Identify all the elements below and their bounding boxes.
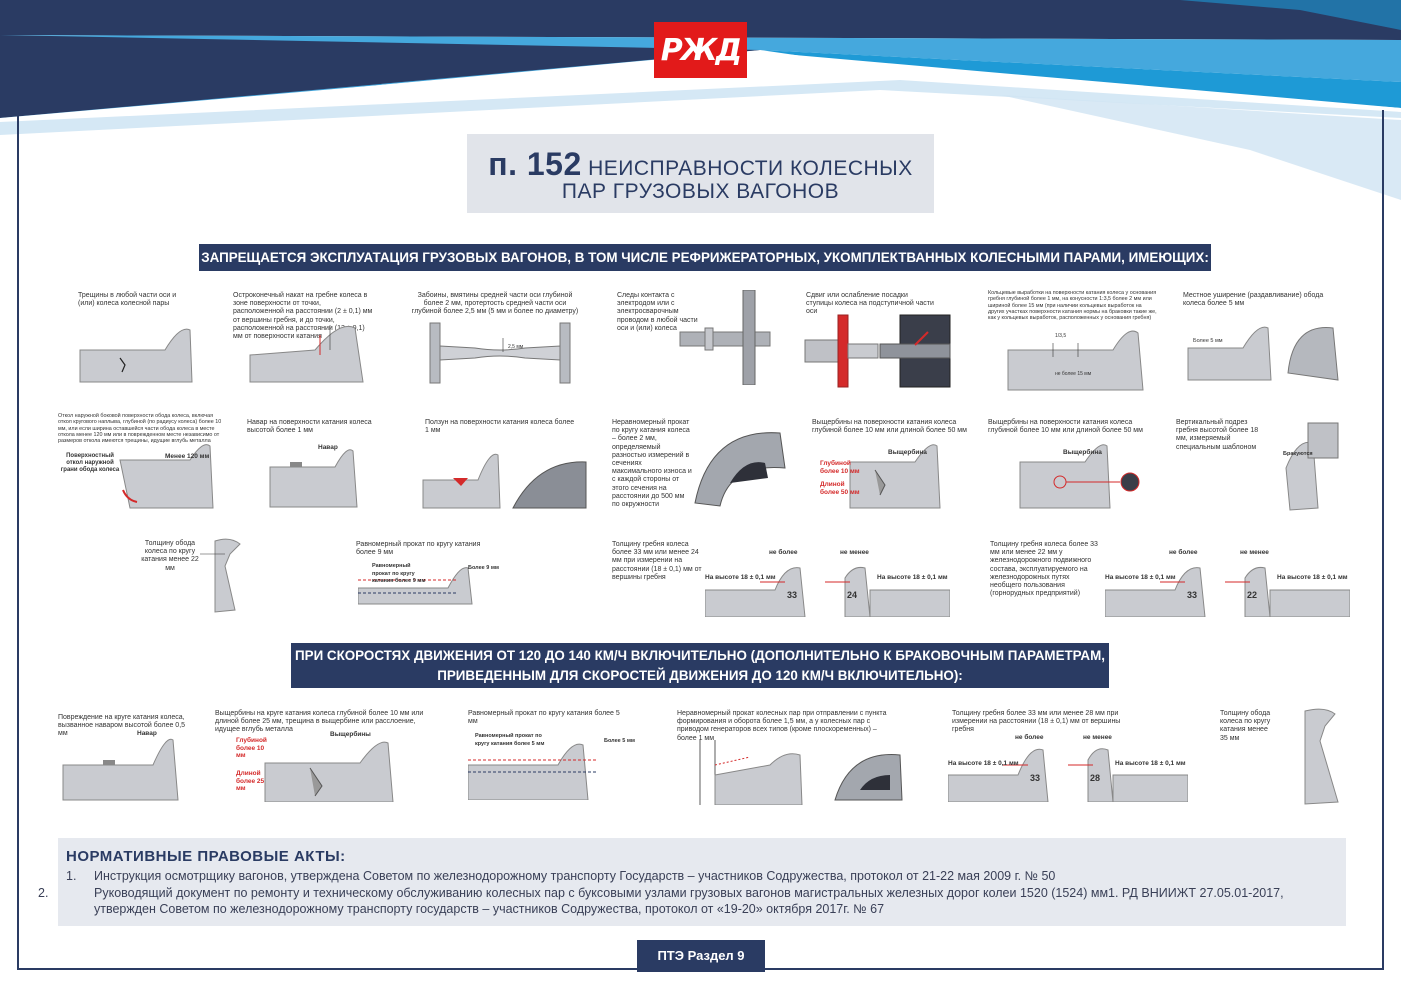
caption-r2-c2: Навар на поверхности катания колеса высотой более 1 мм — [247, 419, 372, 435]
caption-r1-c4: Следы контакта с электродом или с электросварочным проводом в любой части оси и (или) колеса — [617, 292, 698, 332]
height-label-4: На высоте 18 ± 0,1 мм — [1277, 574, 1348, 581]
caption-r4-c2: Выщербины на круге катания колеса глубиной более 10 мм или длиной более 25 мм, трещина в выщербине или расслоение, идущее вглубь металла — [215, 710, 424, 734]
uneven-roll-drawing — [690, 418, 790, 508]
height-label-3: На высоте 18 ± 0,1 мм — [1105, 574, 1176, 581]
axle-dent-drawing — [415, 318, 585, 388]
rim-widening-drawing — [1183, 318, 1343, 388]
caption-r4-c4: Неравномерный прокат колесных пар при отправлении с пункта формирования и оборота более 1,5 мм, а у колесных пар с приводом генераторов всех типов (кроме плоскоременных) – более 1 мм — [677, 710, 887, 742]
skid-drawing — [418, 440, 588, 510]
spall-25-drawing — [260, 738, 430, 802]
rim-thickness-22-drawing — [195, 536, 255, 618]
frame-right — [1382, 110, 1384, 970]
caption-r1-c3: Забоины, вмятины средней части оси глубиной более 2 мм, протертость средней части оси глубиной более 2,5 мм (5 мм и более по диаметру) — [411, 292, 579, 316]
uniform9-label: Равномерный прокат по кругу катания более 9 мм — [372, 563, 426, 584]
not-more-label-3: не более — [1015, 734, 1044, 741]
caption-r3-c2: Равномерный прокат по кругу катания более 9 мм — [356, 541, 481, 557]
caption-r1-c7: Местное уширение (раздавливание) обода колеса более 5 мм — [1183, 292, 1324, 308]
flange-thickness-33-24-drawing — [705, 560, 950, 617]
axle-electrode-drawing — [675, 290, 775, 385]
uneven-roll-15-drawing — [690, 735, 910, 805]
regulation-item-1: 1. Инструкция осмотрщику вагонов, утверждена Советом по железнодорожному транспорту Государств – участников Содружества, протокол от 21-22 мая 2009 г. № 50 — [66, 869, 1056, 883]
flange-33-a: 33 — [787, 590, 798, 600]
length25-label: Длиной более 25 мм — [236, 770, 265, 792]
depth10-label: Глубиной более 10 мм — [820, 460, 860, 475]
hub-shift-drawing — [800, 310, 960, 390]
caption-r3-c4: Толщину гребня колеса более 33 мм или менее 22 мм у железнодорожного подвижного состава, эксплуатируемого на железнодорожных путях необщего пользования (горнорудных предприятий) — [990, 541, 1098, 598]
height-label-2: На высоте 18 ± 0,1 мм — [877, 574, 948, 581]
caption-r2-c7: Вертикальный подрез гребня высотой более 18 мм, измеряемый специальным шаблоном — [1176, 419, 1259, 451]
caption-r2-c3: Ползун на поверхности катания колеса более 1 мм — [425, 419, 575, 435]
flange-22: 22 — [1247, 590, 1258, 600]
caption-r3-c1: Толщину обода колеса по кругу катания менее 22 мм — [141, 540, 199, 572]
caption-r4-c3: Равномерный прокат по кругу катания более 5 мм — [468, 710, 620, 726]
dim-label: 2,5 мм — [508, 344, 524, 350]
flange-24: 24 — [847, 590, 858, 600]
spall-label-1: Выщербина — [888, 449, 927, 456]
more5-label-2: Более 5 мм — [604, 738, 635, 744]
not-less-label-3: не менее — [1083, 734, 1112, 741]
section-banner-2: ПРИ СКОРОСТЯХ ДВИЖЕНИЯ ОТ 120 ДО 140 КМ/Ч ВКЛЮЧИТЕЛЬНО (ДОПОЛНИТЕЛЬНО К БРАКОВОЧНЫМ ПАРАМЕТРАМ, ПРИВЕДЕННЫМ ДЛЯ СКОРОСТЕЙ ДВИЖЕНИЯ ДО 120 КМ/Ч ВКЛЮЧИТЕЛЬНО): — [291, 643, 1109, 688]
caption-r2-c6: Выщербины на поверхности катания колеса глубиной более 10 мм или длиной более 50 мм — [988, 419, 1143, 435]
width-label: не более 15 мм — [1055, 371, 1092, 377]
not-more-label-1: не более — [769, 549, 798, 556]
regulation-item-2: 2. Руководящий документ по ремонту и техническому обслуживанию колесных пар с буксовыми узлами грузовых вагонов магистральных железных дорог колеи 1520 (1524) мм1. РД ВНИИЖТ 27.05.01-2017, утвержден Советом по железнодорожному транспорту государств – участников Содружества, протокол от «19-20» октября 2017г. № 67 — [38, 886, 1284, 916]
not-less-label-2: не менее — [1240, 549, 1269, 556]
build-up-05-drawing — [58, 730, 188, 802]
caption-r3-c3: Толщину гребня колеса более 33 мм или менее 24 мм при измерении на расстоянии (18 ± 0,1) мм от вершины гребня — [612, 541, 702, 581]
caption-r1-c1: Трещины в любой части оси и (или) колеса колесной пары — [78, 292, 177, 308]
rejected-label: Бракуются — [1283, 451, 1313, 457]
weld-build-up-drawing — [265, 445, 365, 510]
caption-r4-c1: Повреждение на круге катания колеса, вызванное наваром высотой более 0,5 мм — [58, 714, 186, 738]
height-label-1: На высоте 18 ± 0,1 мм — [705, 574, 776, 581]
caption-r2-c4: Неравномерный прокат по кругу катания колеса – более 2 мм, определяемый разностью измерений в сечениях максимального износа и с каждой стороны от этого сечения на расстоянии до 500 мм по окружности — [612, 419, 692, 509]
rim-thickness-35-drawing — [1290, 706, 1350, 808]
height-label-6: На высоте 18 ± 0,1 мм — [1115, 760, 1186, 767]
depth10b-label: Глубиной более 10 мм — [236, 737, 267, 759]
section-banner-1: ЗАПРЕЩАЕТСЯ ЭКСПЛУАТАЦИЯ ГРУЗОВЫХ ВАГОНОВ, В ТОМ ЧИСЛЕ РЕФРИЖЕРАТОРНЫХ, УКОМПЛЕКТВАННЫХ КОЛЕСНЫМИ ПАРАМИ, ИМЕЮЩИХ: — [199, 244, 1211, 271]
more5-label: Более 5 мм — [1193, 338, 1223, 344]
uniform-roll-5-drawing — [468, 740, 628, 800]
caption-r1-c5: Сдвиг или ослабление посадки ступицы колеса на подступичной части оси — [806, 292, 934, 316]
ring-wear-drawing — [1003, 325, 1148, 395]
caption-r2-c1: Откол наружной боковой поверхности обода колеса, включая откол кругового наплыва, глубиной (по радиусу колеса) более 10 мм, или если ширина оставшейся части обода колеса в месте откола менее 120 мм или в поврежденном месте независимо от размеров откола имеются трещины, идущие вглубь металла — [58, 413, 222, 445]
not-less-label-1: не менее — [840, 549, 869, 556]
footer-section-label: ПТЭ Раздел 9 — [637, 940, 765, 972]
caption-r2-c5: Выщербины на поверхности катания колеса глубиной более 10 мм или длиной более 50 мм — [812, 419, 967, 435]
rzd-logo: РЖД — [654, 22, 747, 78]
regulations-title: НОРМАТИВНЫЕ ПРАВОВЫЕ АКТЫ: — [66, 848, 346, 865]
length50-label: Длиной более 50 мм — [820, 481, 860, 496]
spall-label-2: Выщербина — [1063, 449, 1102, 456]
title-panel — [467, 134, 934, 213]
caption-r1-c2: Остроконечный накат на гребне колеса в зоне поверхности от точки, расположенной на расстоянии (2 ± 0,1) мм от вершины гребня, и до точки, расположенной на расстоянии (13 ± 0,1) мм от поверхности катания — [233, 292, 373, 341]
navar-label-2: Навар — [137, 730, 157, 737]
not-more-label-2: не более — [1169, 549, 1198, 556]
flange-33-c: 33 — [1030, 773, 1041, 783]
flange-thickness-33-28-drawing — [948, 735, 1188, 802]
caption-r1-c6: Кольцевые выработки на поверхности катания колеса у основания гребня глубиной более 1 мм, на конусности 1:3,5 более 2 мм или шириной более 15 мм (при наличии кольцевых выработок на других участках поверхности катания нормы на браковки такие же, как у кольцевых выработок, расположенных у основания гребня) — [988, 290, 1157, 322]
flange-28: 28 — [1090, 773, 1101, 783]
more9-label: Более 9 мм — [468, 565, 499, 571]
caption-r4-c5: Толщину гребня более 33 мм или менее 28 мм при измерении на расстоянии (18 ± 0,1) мм от вершины гребня — [952, 710, 1121, 734]
caption-r4-c6: Толщину обода колеса по кругу катания менее 35 мм — [1220, 710, 1271, 742]
flange-thickness-33-22-drawing — [1105, 560, 1350, 617]
flange-burr-drawing — [245, 320, 370, 390]
wheel-crack-drawing — [70, 320, 200, 390]
spall-label-3: Выщербины — [330, 731, 371, 738]
rim-chip-drawing — [115, 440, 220, 510]
regulations-panel — [38, 838, 1346, 926]
title-line2: ПАР ГРУЗОВЫХ ВАГОНОВ — [561, 180, 840, 203]
ratio-label: 1/3,5 — [1055, 333, 1067, 339]
frame-left — [17, 80, 19, 970]
flange-33-b: 33 — [1187, 590, 1198, 600]
less120-label: Менее 120 мм — [165, 453, 210, 460]
uniform5-label: Равномерный прокат по кругу катания более 5 мм — [475, 733, 545, 747]
title-line1: п. 152 НЕИСПРАВНОСТИ КОЛЕСНЫХ — [488, 146, 913, 182]
chip-label: Поверхностный откол наружной грани обода колеса — [60, 453, 120, 473]
height-label-5: На высоте 18 ± 0,1 мм — [948, 760, 1019, 767]
flange-undercut-drawing — [1278, 418, 1348, 513]
navar-label: Навар — [318, 444, 338, 451]
